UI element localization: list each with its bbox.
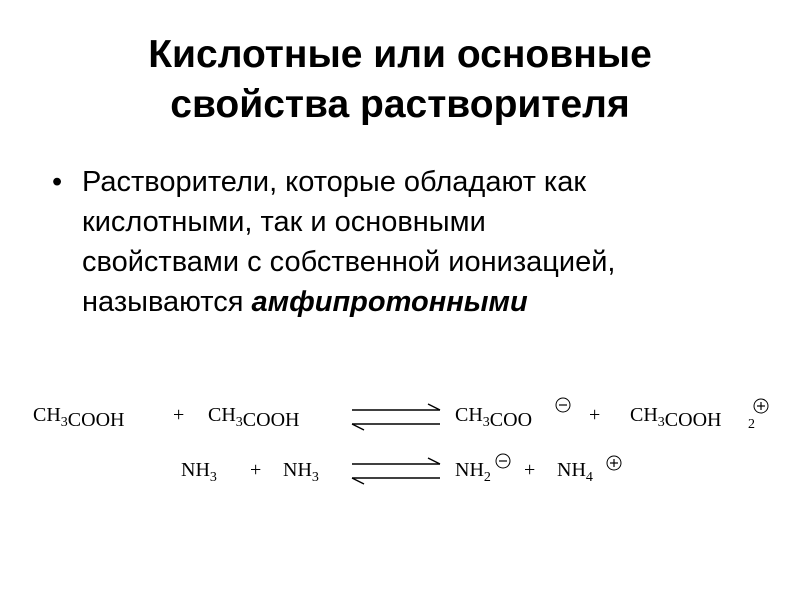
equation-1 [33,398,768,432]
equation-2 [181,454,621,485]
eq1-reactant2-text [208,404,299,431]
eq1-product2-text [630,404,721,431]
eq1-reactant1 [33,404,124,431]
eq1-product1-text-part: 3 [482,415,490,430]
eq1-product2-text-part: CH [630,404,658,426]
equilibrium-arrow-1 [352,404,440,430]
eq2-reactant1 [181,459,217,485]
bullet-line-4-prefix: называются [82,286,252,318]
eq2-reactant2-text [283,459,319,485]
eq1-reactant1-text-part: COOH [67,409,125,431]
eq2-product1 [455,459,491,485]
eq1-product1-text [455,404,532,431]
eq2-reactant1-text-part: NH [181,459,210,481]
eq1-product2-text-part: 3 [657,415,665,430]
bullet-line-1: Растворители, которые обладают как [82,166,587,198]
eq1-product1-text-part: COO [489,409,533,431]
bullet-line-2: кислотными, так и основными [82,206,486,238]
eq2-product2 [557,459,593,485]
eq2-reactant2-text-part: NH [283,459,312,481]
eq2-product1-charge [496,454,510,468]
eq1-reactant1-text-part: CH [33,404,61,426]
eq1-reactant2-text-part: COOH [242,409,300,431]
eq2-product2-text-part: 4 [585,470,593,485]
bullet-marker: • [52,166,63,198]
eq1-reactant2-text-part: 3 [235,415,243,430]
eq1-product1 [455,404,532,431]
eq1-reactant2 [208,404,299,431]
eq1-product2-subscript: 2 [748,417,755,432]
eq1-reactant2-text-part: CH [208,404,236,426]
eq1-reactant1-text-part: 3 [60,415,68,430]
eq2-product2-charge [607,456,621,470]
equilibrium-arrow-2 [352,458,440,484]
eq1-plus1: + [173,404,185,426]
bullet-line-3: свойствами с собственной ионизацией, [82,246,616,278]
eq2-reactant1-text-part: 3 [209,470,217,485]
eq2-reactant1-text [181,459,217,485]
eq1-reactant1-text [33,404,124,431]
eq1-product2-text-part: COOH [664,409,722,431]
eq1-product2-charge [754,399,768,413]
eq2-product1-text [455,459,491,485]
eq1-product1-charge [556,398,570,412]
title-line-2: свойства растворителя [170,83,630,126]
eq1-product2 [630,404,721,431]
eq2-plus2: + [524,459,536,481]
bullet-term: амфипротонными [251,286,528,318]
eq1-plus2: + [589,404,601,426]
eq2-product1-text-part: 2 [483,470,491,485]
eq2-product2-text [557,459,593,485]
eq2-reactant2-text-part: 3 [311,470,319,485]
title-line-1: Кислотные или основные [148,33,652,76]
eq1-product1-text-part: CH [455,404,483,426]
eq2-plus1: + [250,459,262,481]
eq2-product2-text-part: NH [557,459,586,481]
eq2-reactant2 [283,459,319,485]
eq2-product1-text-part: NH [455,459,484,481]
